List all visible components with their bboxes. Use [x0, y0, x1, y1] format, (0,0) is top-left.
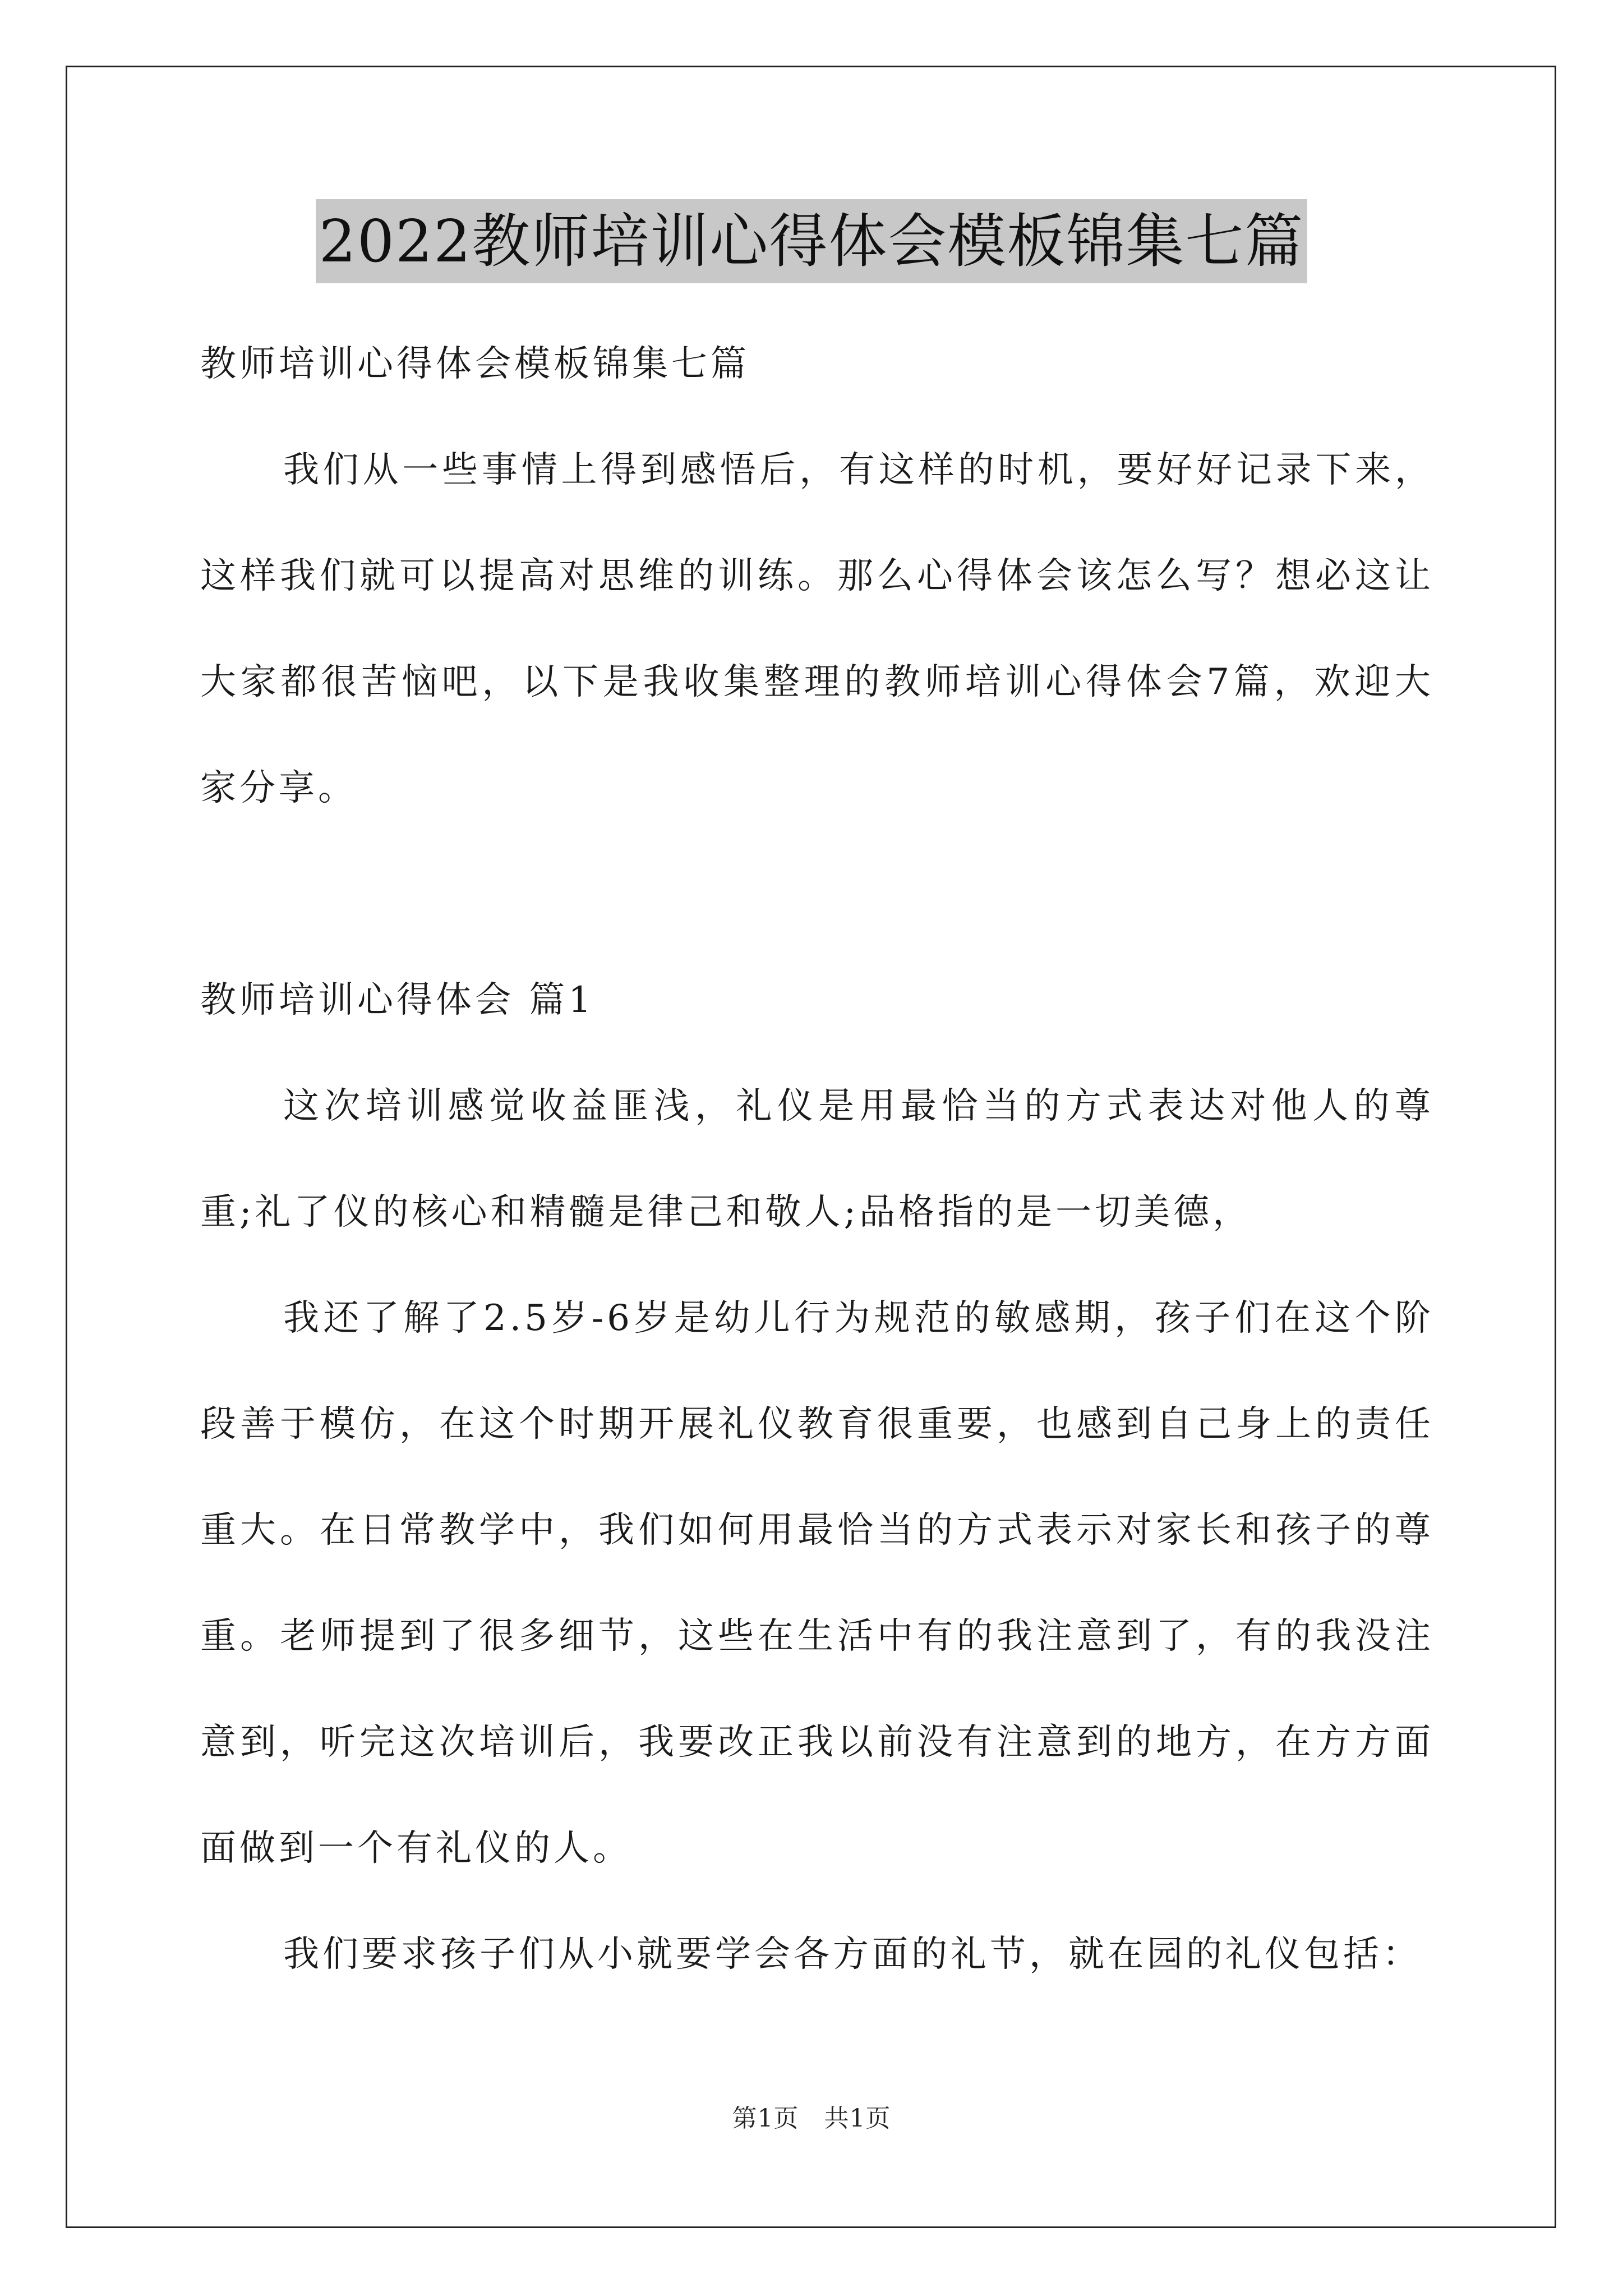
body-paragraph-3: 我们要求孩子们从小就要学会各方面的礼节，就在园的礼仪包括： — [283, 1934, 1422, 1975]
section-heading: 教师培训心得体会 篇1 — [200, 979, 595, 1021]
document-subtitle: 教师培训心得体会模板锦集七篇 — [200, 343, 750, 385]
document-body — [200, 311, 1434, 2008]
intro-paragraph: 我们从一些事情上得到感悟后，有这样的时机，要好好记录下来，这样我们就可以提高对思维的训练。那么心得体会该怎么写？想必这让大家都很苦恼吧，以下是我收集整理的教师培训心得体会7篇，欢迎大家分享。 — [200, 449, 1434, 809]
body-paragraph-2: 我还了解了2.5岁-6岁是幼儿行为规范的敏感期，孩子们在这个阶段善于模仿，在这个时期开展礼仪教育很重要，也感到自己身上的责任重大。在日常教学中，我们如何用最恰当的方式表示对家长和孩子的尊重。老师提到了很多细节，这些在生活中有的我注意到了，有的我没注意到，听完这次培训后，我要改正我以前没有注意到的地方，在方方面面做到一个有礼仪的人。 — [200, 1297, 1434, 1869]
page-number-total: 共1页 — [824, 2104, 891, 2133]
document-title: 2022教师培训心得体会模板锦集七篇 — [316, 199, 1308, 283]
title-container — [0, 199, 1623, 283]
page-footer — [0, 2098, 1623, 2134]
page-number-current: 第1页 — [732, 2104, 799, 2133]
body-paragraph-1: 这次培训感觉收益匪浅，礼仪是用最恰当的方式表达对他人的尊重;礼了仪的核心和精髓是律己和敬人;品格指的是一切美德， — [200, 1085, 1434, 1233]
